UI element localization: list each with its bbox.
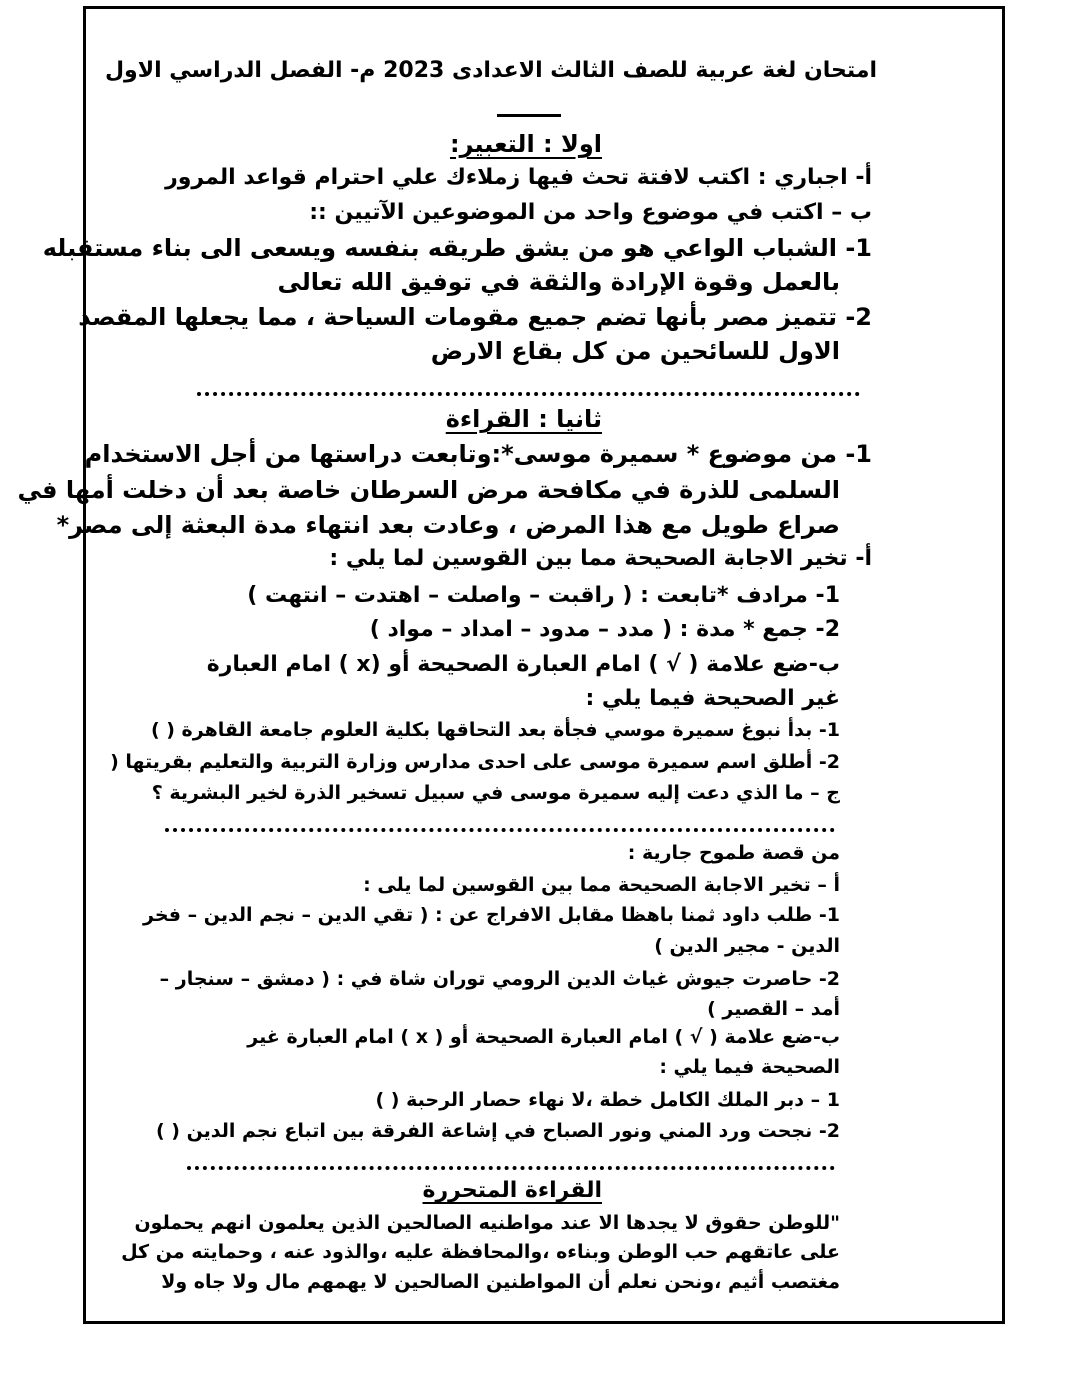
topic-2-line-1: 2- تتميز مصر بأنها تضم جميع مقومات السياحة ، مما يجعلها المقصد (78, 303, 872, 331)
story-question-b-2: 2- نجحت ورد المني ونور الصباح في إشاعة الفرقة بين اتباع نجم الدين ( ) (155, 1120, 840, 1142)
story-question-a-1-line-2: الدين - مجير الدين ) (654, 935, 840, 957)
free-reading-heading: القراءة المتحررة (422, 1178, 602, 1203)
dotted-separator (187, 1166, 835, 1170)
reading-question-a-1: 1- مرادف *تابعت : ( راقبت – واصلت – اهتدت – انتهت ) (247, 583, 840, 608)
reading-question-b-line-2: غير الصحيحة فيما يلي : (585, 686, 840, 711)
dotted-separator (165, 828, 835, 832)
reading-question-a: أ- تخير الاجابة الصحيحة مما بين القوسين لما يلي : (329, 546, 872, 571)
story-heading: من قصة طموح جارية : (627, 842, 840, 864)
free-reading-line-1: "للوطن حقوق لا يجدها الا عند مواطنيه الصالحين الذين يعلمون انهم يحملون (134, 1212, 840, 1234)
free-reading-line-2: على عاتقهم حب الوطن وبناءه ،والمحافظة عليه ،والذود عنه ، وحمايته من كل (121, 1241, 840, 1263)
passage-line-1: 1- من موضوع * سميرة موسى*:وتابعت دراستها من أجل الاستخدام (84, 440, 872, 468)
passage-line-2: السلمى للذرة في مكافحة مرض السرطان خاصة بعد أن دخلت أمها في (17, 476, 840, 504)
topic-1-line-2: بالعمل وقوة الإرادة والثقة في توفيق الله تعالى (277, 268, 840, 296)
reading-question-a-2: 2- جمع * مدة : ( مدد – مدود – امداد – مواد ) (369, 617, 840, 642)
topic-1-line-1: 1- الشباب الواعي هو من يشق طريقه بنفسه ويسعى الى بناء مستقبله (42, 234, 872, 262)
composition-mandatory: أ- اجباري : اكتب لافتة تحث فيها زملاءك علي احترام قواعد المرور (165, 165, 872, 190)
title-underline (497, 114, 561, 117)
story-question-a-2-line-1: 2- حاصرت جيوش غياث الدين الرومي توران شاة في : ( دمشق – سنجار – (159, 968, 840, 990)
exam-title: امتحان لغة عربية للصف الثالث الاعدادى 2023 م- الفصل الدراسي الاول (104, 58, 877, 83)
story-question-a: أ – تخير الاجابة الصحيحة مما بين القوسين لما يلى : (363, 874, 840, 896)
composition-choose: ب – اكتب في موضوع واحد من الموضوعين الآتيين :: (309, 200, 872, 225)
passage-line-3: صراع طويل مع هذا المرض ، وعادت بعد انتهاء مدة البعثة إلى مصر* (56, 511, 840, 539)
reading-question-b-2: 2- أطلق اسم سميرة موسى على احدى مدارس وزارة التربية والتعليم بقريتها ( (110, 751, 840, 773)
reading-question-b-line-1: ب-ضع علامة ( √ ) امام العبارة الصحيحة أو (x ) امام العبارة (206, 652, 840, 677)
reading-heading: ثانيا : القراءة (445, 405, 602, 433)
story-question-a-2-line-2: أمد – القصير ) (707, 998, 840, 1020)
free-reading-line-3: مغتصب أثيم ،ونحن نعلم أن المواطنين الصالحين لا يهمهم مال ولا جاه ولا (161, 1271, 840, 1293)
topic-2-line-2: الاول للسائحين من كل بقاع الارض (430, 337, 840, 365)
story-question-b-1: 1 – دبر الملك الكامل خطة ،لا نهاء حصار الرحبة ( ) (375, 1089, 840, 1111)
story-question-b-line-1: ب-ضع علامة ( √ ) امام العبارة الصحيحة أو ( x ) امام العبارة غير (247, 1026, 840, 1048)
composition-heading: اولا : التعبير: (449, 130, 602, 158)
reading-question-c: ج – ما الذي دعت إليه سميرة موسى في سبيل تسخير الذرة لخير البشرية ؟ (151, 782, 840, 804)
story-question-a-1-line-1: 1- طلب داود ثمنا باهظا مقابل الافراج عن : ( تقي الدين – نجم الدين – فخر (143, 904, 840, 926)
reading-question-b-1: 1- بدأ نبوغ سميرة موسي فجأة بعد التحاقها بكلية العلوم جامعة القاهرة ( ) (150, 719, 840, 741)
story-question-b-line-2: الصحيحة فيما يلي : (659, 1056, 840, 1078)
dotted-separator (197, 392, 860, 396)
